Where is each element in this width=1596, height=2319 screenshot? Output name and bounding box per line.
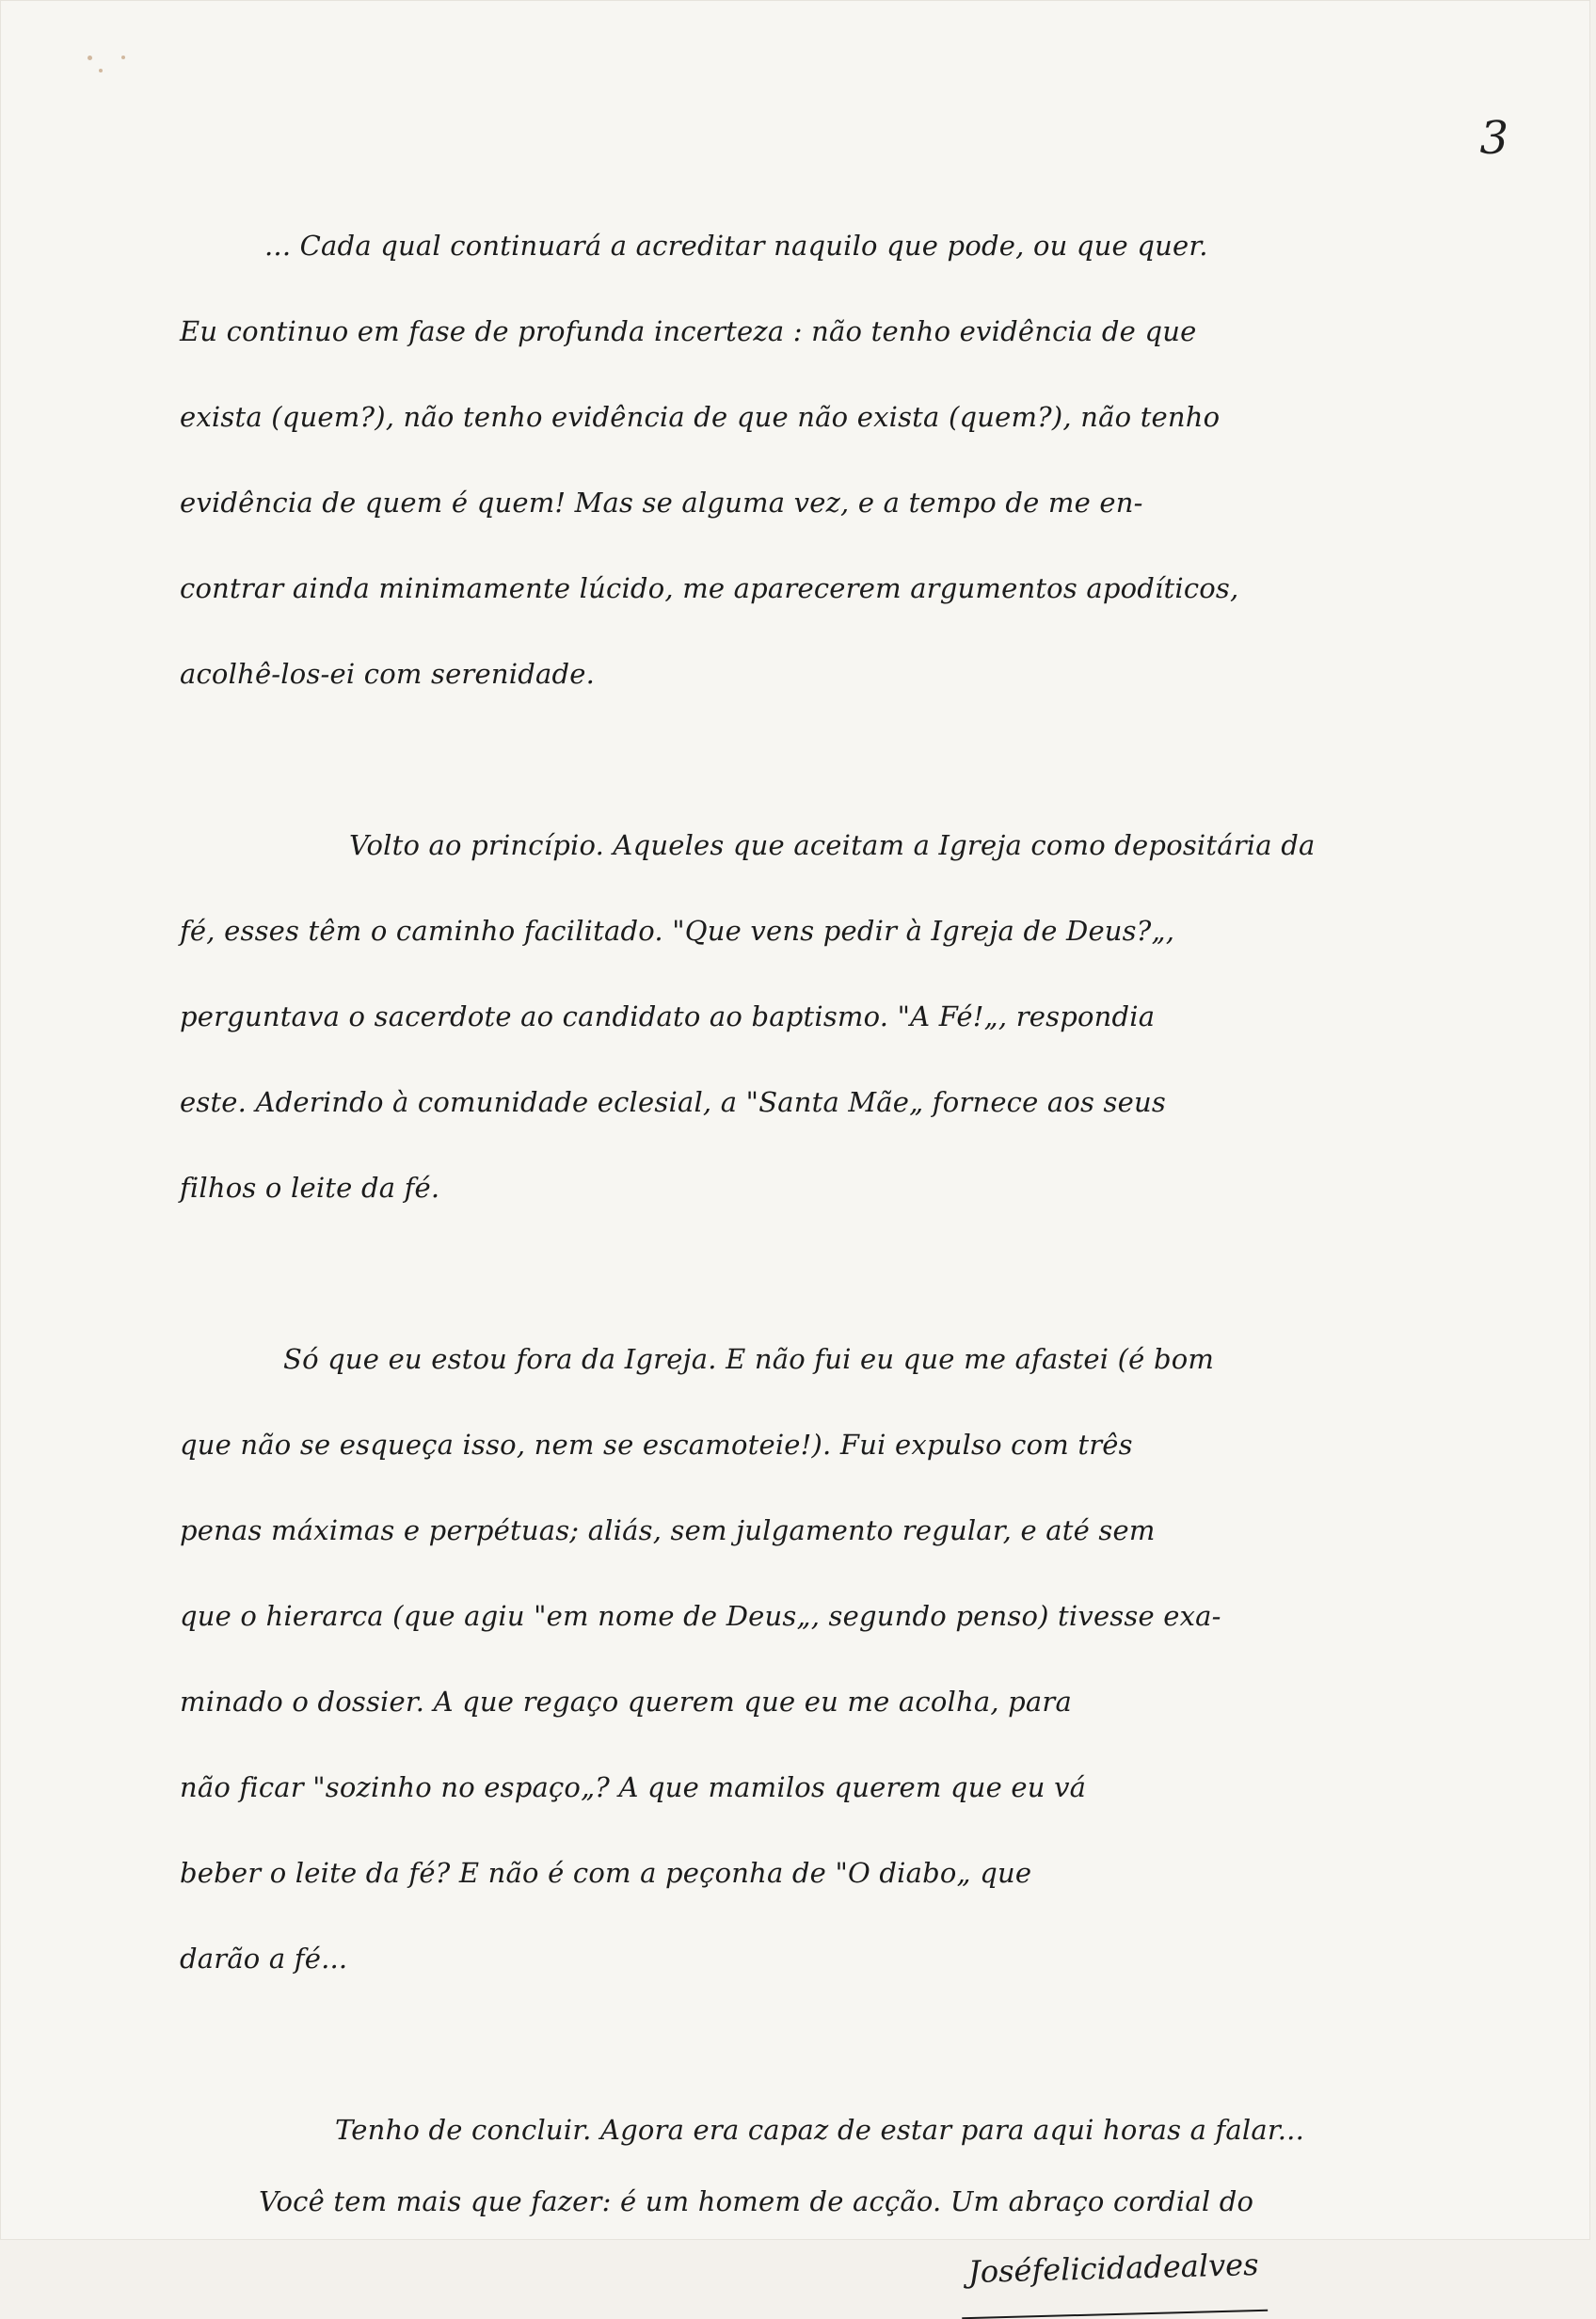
signature-line bbox=[264, 2226, 1525, 2315]
signature: Joséfelicidadealves bbox=[960, 2222, 1268, 2319]
paragraph-1 bbox=[180, 203, 1525, 717]
text-line: darão a fé... bbox=[180, 1943, 348, 1975]
letter-body bbox=[180, 203, 1525, 2315]
text-line: ... Cada qual continuará a acreditar naquilo que pode, ou que quer. bbox=[264, 230, 1208, 262]
text-line: não ficar "sozinho no espaço„? A que mamilos querem que eu vá bbox=[180, 1771, 1087, 1803]
text-line: Você tem mais que fazer: é um homem de acção. Um abraço cordial do bbox=[259, 2185, 1254, 2217]
text-line: acolhê-los-ei com serenidade. bbox=[180, 658, 596, 690]
paper-speck bbox=[88, 56, 92, 60]
paper-speck bbox=[99, 69, 103, 72]
text-line: fé, esses têm o caminho facilitado. "Que vens pedir à Igreja de Deus?„, bbox=[180, 915, 1175, 947]
text-line: perguntava o sacerdote ao candidato ao baptismo. "A Fé!„, respondia bbox=[180, 1000, 1156, 1032]
text-line: Eu continuo em fase de profunda incerteza : não tenho evidência de que bbox=[180, 315, 1197, 347]
text-line: exista (quem?), não tenho evidência de que não exista (quem?), não tenho bbox=[180, 401, 1221, 433]
text-line: beber o leite da fé? E não é com a peçonha de "O diabo„ que bbox=[180, 1857, 1032, 1889]
text-line: que o hierarca (que agiu "em nome de Deus„, segundo penso) tivesse exa- bbox=[180, 1600, 1221, 1632]
text-line: este. Aderindo à comunidade eclesial, a "Santa Mãe„ fornece aos seus bbox=[180, 1086, 1166, 1118]
paragraph-2 bbox=[180, 803, 1525, 1231]
page-number: 3 bbox=[1479, 112, 1508, 165]
text-line: evidência de quem é quem! Mas se alguma vez, e a tempo de me en- bbox=[180, 487, 1143, 519]
text-line: contrar ainda minimamente lúcido, me aparecerem argumentos apodíticos, bbox=[180, 572, 1239, 604]
paragraph-4 bbox=[259, 2087, 1525, 2315]
text-line: minado o dossier. A que regaço querem que eu me acolha, para bbox=[180, 1686, 1072, 1718]
paper-speck bbox=[121, 56, 125, 59]
text-line: penas máximas e perpétuas; aliás, sem julgamento regular, e até sem bbox=[180, 1514, 1156, 1546]
text-line: Volto ao princípio. Aqueles que aceitam a Igreja como depositária da bbox=[349, 829, 1316, 861]
text-line: Só que eu estou fora da Igreja. E não fui eu que me afastei (é bom bbox=[283, 1343, 1215, 1375]
text-line: Tenho de concluir. Agora era capaz de estar para aqui horas a falar... bbox=[335, 2114, 1305, 2146]
text-line: que não se esqueça isso, nem se escamoteie!). Fui expulso com três bbox=[180, 1429, 1133, 1461]
text-line: filhos o leite da fé. bbox=[180, 1172, 440, 1204]
paragraph-3 bbox=[180, 1317, 1525, 2002]
